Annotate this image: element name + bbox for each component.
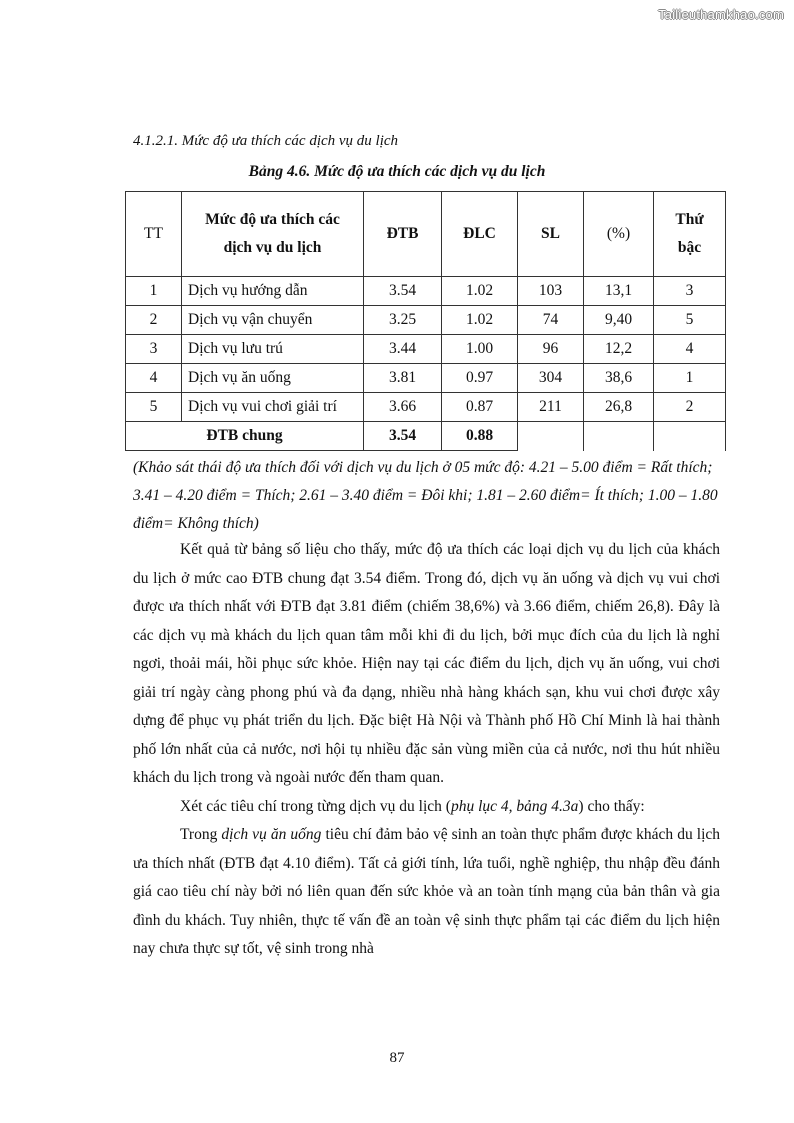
- cell-dlc: 1.00: [442, 335, 518, 364]
- page-number: 87: [389, 1050, 405, 1066]
- cell-pct: 13,1: [584, 277, 654, 306]
- total-empty-cell: [654, 422, 726, 451]
- cell-dtb: 3.25: [364, 306, 442, 335]
- paragraph: Kết quả từ bảng số liệu cho thấy, mức độ ưa thích các loại dịch vụ du lịch của khách du lịch ở mức cao ĐTB chung đạt 3.54 điểm. Trong đó, dịch vụ ăn uống và dịch vụ vui chơi được ưa thích nhất với ĐTB đạt 3.81 điểm (chiếm 38,6%) và 3.66 điểm, chiếm 26,8). Đây là các dịch vụ mà khách du lịch quan tâm mỗi khi đi du lịch, bởi mục đích của du lịch là nghỉ ngơi, thoải mái, hồi phục sức khỏe. Hiện nay tại các điểm du lịch, dịch vụ ăn uống, vui chơi giải trí ngày càng phong phú và đa dạng, nhiều nhà hàng khách sạn, khu vui chơi được xây dựng để phục vụ phát triển du lịch. Đặc biệt Hà Nội và Thành phố Hồ Chí Minh là hai thành phố lớn nhất của cả nước, nơi hội tụ nhiều đặc sản vùng miền của cả nước, nơi thu hút nhiều khách du lịch trong và ngoài nước đến tham quan.: [133, 541, 720, 786]
- paragraph-text: tiêu chí đảm bảo vệ sinh an toàn thực phẩm được khách du lịch ưa thích nhất (ĐTB đạt 4.10 điểm). Tất cả giới tính, lứa tuổi, nghề nghiệp, thu nhập đều đánh giá cao tiêu chí này bởi nó liên quan đến sức khỏe và an toàn tính mạng của bản thân và gia đình du khách. Tuy nhiên, thực tế vấn đề an toàn vệ sinh thực phẩm tại các điểm du lịch hiện nay chưa thực sự tốt, vệ sinh trong nhà: [133, 826, 721, 957]
- paragraph-text: Xét các tiêu chí trong từng dịch vụ du lịch (: [180, 797, 451, 815]
- cell-rank: 5: [654, 306, 726, 335]
- cell-service: Dịch vụ lưu trú: [182, 335, 364, 364]
- cell-sl: 304: [518, 364, 584, 393]
- header-tt: TT: [126, 192, 182, 277]
- table-note: (Khảo sát thái độ ưa thích đối với dịch vụ du lịch ở 05 mức độ: 4.21 – 5.00 điểm = Rất thích; 3.41 – 4.20 điểm = Thích; 2.61 – 3.40 điểm = Đôi khi; 1.81 – 2.60 điểm= Ít thích; 1.00 – 1.80 điểm= Không thích): [133, 459, 718, 532]
- cell-pct: 9,40: [584, 306, 654, 335]
- cell-service: Dịch vụ hướng dẫn: [182, 277, 364, 306]
- table-total-row: [126, 422, 726, 451]
- cell-tt: 3: [126, 335, 182, 364]
- watermark: Tailieuthamkhao.com: [658, 7, 784, 22]
- paragraph-text: Trong: [180, 826, 222, 843]
- cell-dlc: 1.02: [442, 306, 518, 335]
- cell-dlc: 0.87: [442, 393, 518, 422]
- header-sl: SL: [518, 192, 584, 277]
- table-row: [126, 306, 726, 335]
- cell-dtb: 3.81: [364, 364, 442, 393]
- cell-service: Dịch vụ ăn uống: [182, 364, 364, 393]
- header-rank-line2: bậc: [677, 239, 702, 256]
- cell-pct: 12,2: [584, 335, 654, 364]
- cell-dtb: 3.54: [364, 277, 442, 306]
- table-row: [126, 335, 726, 364]
- cell-dtb: 3.66: [364, 393, 442, 422]
- paragraph-text: ) cho thấy:: [578, 797, 645, 815]
- cell-tt: 4: [126, 364, 182, 393]
- appendix-reference: phụ lục 4, bảng 4.3a: [450, 797, 579, 815]
- header-service-line1: Mức độ ưa thích các: [205, 211, 340, 228]
- emphasis: dịch vụ ăn uống: [221, 826, 322, 843]
- table-row: [126, 277, 726, 306]
- total-empty-cell: [584, 422, 654, 451]
- header-dtb: ĐTB: [364, 192, 442, 277]
- paragraph: [133, 793, 720, 822]
- cell-dlc: 1.02: [442, 277, 518, 306]
- table-row: [126, 393, 726, 422]
- header-rank: [654, 192, 726, 277]
- cell-rank: 4: [654, 335, 726, 364]
- header-dlc: ĐLC: [442, 192, 518, 277]
- header-rank-line1: Thứ: [675, 211, 704, 228]
- table-row: [126, 364, 726, 393]
- cell-pct: 26,8: [584, 393, 654, 422]
- cell-service: Dịch vụ vui chơi giải trí: [182, 393, 364, 422]
- cell-pct: 38,6: [584, 364, 654, 393]
- header-service-line2: dịch vụ du lịch: [223, 239, 322, 256]
- cell-rank: 1: [654, 364, 726, 393]
- cell-tt: 5: [126, 393, 182, 422]
- total-dlc: 0.88: [442, 422, 518, 451]
- header-service: [182, 192, 364, 277]
- cell-dtb: 3.44: [364, 335, 442, 364]
- cell-dlc: 0.97: [442, 364, 518, 393]
- table-header-row: [126, 192, 726, 277]
- cell-rank: 3: [654, 277, 726, 306]
- section-heading: 4.1.2.1. Mức độ ưa thích các dịch vụ du lịch: [133, 133, 399, 149]
- cell-service: Dịch vụ vận chuyển: [182, 306, 364, 335]
- total-empty-cell: [518, 422, 584, 451]
- cell-sl: 211: [518, 393, 584, 422]
- table-caption: Bảng 4.6. Mức độ ưa thích các dịch vụ du lịch: [248, 163, 546, 180]
- cell-rank: 2: [654, 393, 726, 422]
- data-table: [125, 191, 726, 451]
- cell-sl: 103: [518, 277, 584, 306]
- cell-tt: 1: [126, 277, 182, 306]
- total-dtb: 3.54: [364, 422, 442, 451]
- total-label: ĐTB chung: [126, 422, 364, 451]
- header-pct: (%): [584, 192, 654, 277]
- paragraph: [133, 821, 720, 964]
- body-text: [133, 536, 720, 964]
- cell-tt: 2: [126, 306, 182, 335]
- cell-sl: 74: [518, 306, 584, 335]
- cell-sl: 96: [518, 335, 584, 364]
